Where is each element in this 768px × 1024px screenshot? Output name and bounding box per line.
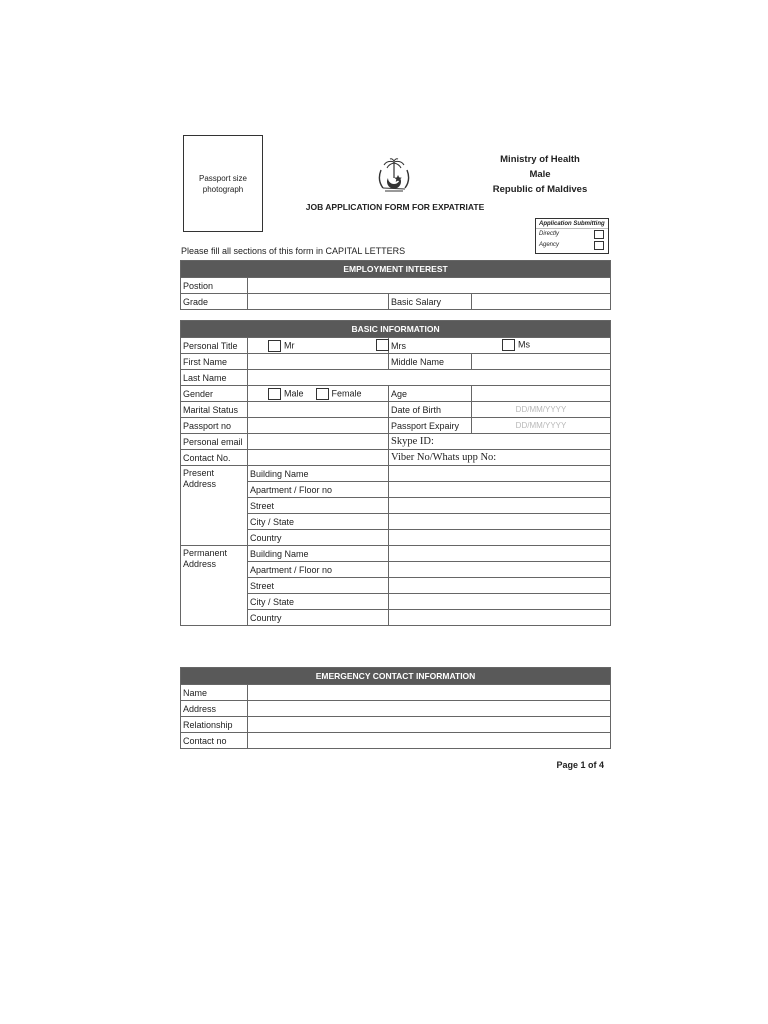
male-checkbox[interactable] [268, 388, 281, 400]
mrs-label: Mrs [391, 340, 406, 351]
permanent-address-label: Permanent Address [181, 546, 248, 626]
permanent-apartment-field[interactable] [389, 562, 611, 578]
passport-expiry-label: Passport Expairy [389, 418, 472, 434]
application-submitting-title: Application Submitting [536, 219, 608, 229]
page-number: Page 1 of 4 [556, 760, 604, 770]
passport-photo-box [183, 135, 263, 232]
passport-expiry-field[interactable]: DD/MM/YYYY [472, 418, 611, 434]
grade-label: Grade [181, 294, 248, 310]
mr-checkbox[interactable] [268, 340, 281, 352]
personal-email-field[interactable] [248, 434, 389, 450]
maldives-emblem-icon [374, 158, 414, 194]
permanent-country-label: Country [248, 610, 389, 626]
grade-field[interactable] [248, 294, 389, 310]
option-directly-label: Directly [539, 231, 560, 237]
present-country-label: Country [248, 530, 389, 546]
age-field[interactable] [472, 386, 611, 402]
basic-salary-label: Basic Salary [389, 294, 472, 310]
emergency-contact-no-field[interactable] [248, 733, 611, 749]
present-building-field[interactable] [389, 466, 611, 482]
emergency-address-field[interactable] [248, 701, 611, 717]
basic-salary-field[interactable] [472, 294, 611, 310]
option-directly [536, 229, 608, 240]
dob-label: Date of Birth [389, 402, 472, 418]
ministry-city: Male [529, 169, 551, 180]
permanent-city-field[interactable] [389, 594, 611, 610]
passport-no-field[interactable] [248, 418, 389, 434]
present-street-label: Street [248, 498, 389, 514]
last-name-field[interactable] [248, 370, 611, 386]
middle-name-label: Middle Name [389, 354, 472, 370]
emergency-contact-no-label: Contact no [181, 733, 248, 749]
ms-checkbox[interactable] [502, 339, 515, 351]
contact-no-label: Contact No. [181, 450, 248, 466]
emergency-contact-header: EMERGENCY CONTACT INFORMATION [181, 668, 611, 685]
permanent-city-label: City / State [248, 594, 389, 610]
dob-field[interactable]: DD/MM/YYYY [472, 402, 611, 418]
emergency-contact-table [180, 667, 611, 749]
application-submitting-box [535, 218, 609, 254]
age-label: Age [389, 386, 472, 402]
permanent-building-field[interactable] [389, 546, 611, 562]
female-checkbox[interactable] [316, 388, 329, 400]
position-field[interactable] [248, 278, 611, 294]
last-name-label: Last Name [181, 370, 248, 386]
form-title: JOB APPLICATION FORM FOR EXPATRIATE [305, 202, 485, 212]
marital-status-field[interactable] [248, 402, 389, 418]
present-apartment-label: Apartment / Floor no [248, 482, 389, 498]
option-agency-label: Agency [539, 242, 560, 248]
position-label: Postion [181, 278, 248, 294]
viber-whatsapp-field[interactable]: Viber No/Whats upp No: [389, 450, 611, 466]
permanent-street-label: Street [248, 578, 389, 594]
employment-interest-table [180, 260, 611, 310]
present-building-label: Building Name [248, 466, 389, 482]
permanent-apartment-label: Apartment / Floor no [248, 562, 389, 578]
male-label: Male [284, 387, 304, 398]
emergency-address-label: Address [181, 701, 248, 717]
mrs-checkbox[interactable] [376, 339, 389, 351]
emergency-name-label: Name [181, 685, 248, 701]
present-city-field[interactable] [389, 514, 611, 530]
mr-label: Mr [284, 339, 295, 350]
option-agency [536, 240, 608, 251]
permanent-building-label: Building Name [248, 546, 389, 562]
photo-label-line2: photograph [202, 184, 244, 194]
agency-checkbox[interactable] [594, 241, 604, 250]
basic-information-header: BASIC INFORMATION [181, 321, 611, 338]
middle-name-field[interactable] [472, 354, 611, 370]
permanent-country-field[interactable] [389, 610, 611, 626]
gender-label: Gender [181, 386, 248, 402]
present-street-field[interactable] [389, 498, 611, 514]
directly-checkbox[interactable] [594, 230, 604, 239]
employment-interest-header: EMPLOYMENT INTEREST [181, 261, 611, 278]
female-label: Female [331, 387, 362, 398]
personal-email-label: Personal email [181, 434, 248, 450]
first-name-label: First Name [181, 354, 248, 370]
ms-label: Ms [518, 339, 530, 350]
emergency-relationship-label: Relationship [181, 717, 248, 733]
photo-label-line1: Passport size [198, 173, 248, 183]
first-name-field[interactable] [248, 354, 389, 370]
passport-no-label: Passport no [181, 418, 248, 434]
ministry-country: Republic of Maldives [492, 184, 588, 195]
skype-id-field[interactable]: Skype ID: [389, 434, 611, 450]
emergency-name-field[interactable] [248, 685, 611, 701]
present-address-label: Present Address [181, 466, 248, 546]
ministry-header [480, 152, 600, 197]
marital-status-label: Marital Status [181, 402, 248, 418]
contact-no-field[interactable] [248, 450, 389, 466]
emergency-relationship-field[interactable] [248, 717, 611, 733]
form-instruction: Please fill all sections of this form in CAPITAL LETTERS [181, 246, 406, 256]
permanent-street-field[interactable] [389, 578, 611, 594]
present-city-label: City / State [248, 514, 389, 530]
ministry-name: Ministry of Health [500, 154, 580, 165]
present-apartment-field[interactable] [389, 482, 611, 498]
present-country-field[interactable] [389, 530, 611, 546]
basic-information-table [180, 320, 611, 626]
personal-title-label: Personal Title [181, 338, 248, 354]
